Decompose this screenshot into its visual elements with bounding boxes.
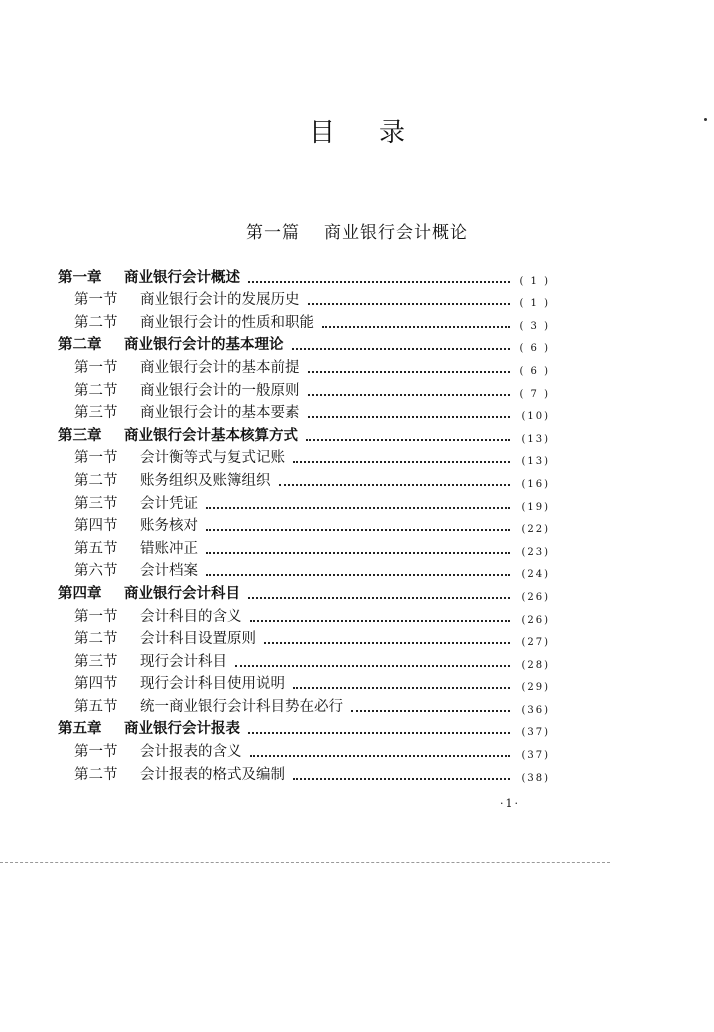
toc-section-entry[interactable] [58, 445, 550, 468]
toc-entry-title: 现行会计科目 [140, 653, 227, 670]
toc-section-entry[interactable] [58, 738, 550, 761]
dot-leader [264, 641, 510, 644]
toc-section-entry[interactable] [58, 287, 550, 310]
toc-entry-page: (29) [521, 682, 550, 694]
toc-entry-page: (38) [521, 772, 550, 784]
toc-entry-label: 第一节 [74, 292, 118, 309]
toc-entry-label: 第一节 [74, 744, 118, 761]
toc-entry-label: 第三章 [58, 427, 102, 444]
dot-leader [248, 596, 510, 599]
toc-entry-page: (27) [521, 637, 550, 649]
toc-entry-title: 商业银行会计的基本前提 [140, 359, 300, 376]
toc-entry-title: 商业银行会计科目 [124, 585, 240, 602]
toc-entry-label: 第三节 [74, 653, 118, 670]
toc-entry-page: ( 6 ) [519, 365, 550, 377]
dot-leader [322, 325, 510, 328]
dot-leader [248, 280, 510, 283]
toc-entry-page: (16) [521, 478, 550, 490]
part-name: 商业银行会计概论 [324, 223, 468, 243]
toc-entry-label: 第二节 [74, 631, 118, 648]
toc-entry-label: 第五章 [58, 721, 102, 738]
toc-entry-page: (36) [521, 704, 550, 716]
dot-leader [206, 506, 510, 509]
dot-leader [235, 664, 510, 667]
toc-entry-page: (28) [521, 659, 550, 671]
toc-entry-label: 第四章 [58, 585, 102, 602]
dot-leader [248, 731, 510, 734]
toc-entry-label: 第四节 [74, 518, 118, 535]
toc-section-entry[interactable] [58, 761, 550, 784]
toc-section-entry[interactable] [58, 671, 550, 694]
toc-entry-title: 会计科目设置原则 [140, 631, 256, 648]
toc-entry-label: 第二节 [74, 382, 118, 399]
toc-entry-title: 统一商业银行会计科目势在必行 [140, 698, 343, 715]
toc-entry-title: 账务核对 [140, 518, 198, 535]
dot-leader [306, 438, 510, 441]
toc-entry-label: 第五节 [74, 698, 118, 715]
toc-section-entry[interactable] [58, 309, 550, 332]
toc-entry-title: 商业银行会计的性质和职能 [140, 314, 314, 331]
toc-entry-label: 第一节 [74, 359, 118, 376]
toc-entry-page: ( 1 ) [519, 298, 550, 310]
dot-leader [308, 415, 511, 418]
toc-entry-page: (37) [521, 727, 550, 739]
toc-entry-page: (22) [521, 524, 550, 536]
toc-entry-label: 第二节 [74, 314, 118, 331]
scan-speck [704, 118, 707, 121]
dot-leader [206, 551, 510, 554]
toc-entry-page: (24) [521, 569, 550, 581]
dot-leader [351, 709, 510, 712]
dot-leader [308, 370, 511, 373]
dot-leader [250, 619, 511, 622]
toc-entry-label: 第一节 [74, 450, 118, 467]
toc-entry-page: ( 7 ) [519, 388, 550, 400]
toc-entry-title: 现行会计科目使用说明 [140, 676, 285, 693]
part-label: 第一篇 [246, 223, 300, 243]
toc-entry-page: ( 1 ) [519, 275, 550, 287]
toc-entry-page: (10) [521, 411, 550, 423]
table-of-contents [58, 264, 550, 784]
toc-entry-label: 第二节 [74, 472, 118, 489]
toc-section-entry[interactable] [58, 467, 550, 490]
page-number: ·1· [500, 797, 520, 810]
dot-leader [292, 347, 511, 350]
toc-entry-title: 商业银行会计的基本理论 [124, 337, 284, 354]
toc-section-entry[interactable] [58, 377, 550, 400]
dot-leader [293, 777, 510, 780]
toc-entry-page: ( 6 ) [519, 343, 550, 355]
scan-edge-line [0, 862, 610, 863]
toc-entry-label: 第一节 [74, 608, 118, 625]
toc-chapter-entry[interactable] [58, 332, 550, 355]
toc-section-entry[interactable] [58, 354, 550, 377]
toc-entry-label: 第二章 [58, 337, 102, 354]
dot-leader [279, 483, 511, 486]
toc-entry-page: (13) [521, 456, 550, 468]
toc-chapter-entry[interactable] [58, 716, 550, 739]
toc-entry-page: ( 3 ) [519, 320, 550, 332]
toc-entry-title: 会计衡等式与复式记账 [140, 450, 285, 467]
dot-leader [308, 393, 511, 396]
toc-entry-title: 会计科目的含义 [140, 608, 242, 625]
toc-section-entry[interactable] [58, 513, 550, 536]
toc-entry-title: 会计报表的格式及编制 [140, 766, 285, 783]
toc-entry-page: (23) [521, 546, 550, 558]
dot-leader [250, 754, 511, 757]
toc-entry-title: 会计报表的含义 [140, 744, 242, 761]
toc-entry-label: 第三节 [74, 405, 118, 422]
toc-section-entry[interactable] [58, 693, 550, 716]
toc-section-entry[interactable] [58, 603, 550, 626]
page-title: 目录 [308, 118, 449, 148]
toc-entry-title: 会计凭证 [140, 495, 198, 512]
toc-entry-title: 商业银行会计报表 [124, 721, 240, 738]
toc-entry-page: (26) [521, 614, 550, 626]
toc-entry-title: 账务组织及账簿组织 [140, 472, 271, 489]
toc-section-entry[interactable] [58, 648, 550, 671]
toc-entry-page: (13) [521, 433, 550, 445]
toc-chapter-entry[interactable] [58, 422, 550, 445]
dot-leader [308, 302, 511, 305]
toc-entry-label: 第一章 [58, 269, 102, 286]
toc-chapter-entry[interactable] [58, 264, 550, 287]
toc-entry-title: 错账冲正 [140, 540, 198, 557]
toc-section-entry[interactable] [58, 558, 550, 581]
toc-section-entry[interactable] [58, 490, 550, 513]
toc-section-entry[interactable] [58, 626, 550, 649]
toc-section-entry[interactable] [58, 535, 550, 558]
toc-entry-label: 第五节 [74, 540, 118, 557]
toc-entry-page: (19) [521, 501, 550, 513]
toc-entry-page: (37) [521, 750, 550, 762]
toc-entry-label: 第二节 [74, 766, 118, 783]
toc-entry-title: 商业银行会计的基本要素 [140, 405, 300, 422]
toc-entry-title: 商业银行会计概述 [124, 269, 240, 286]
dot-leader [293, 460, 510, 463]
toc-entry-label: 第三节 [74, 495, 118, 512]
toc-entry-title: 会计档案 [140, 563, 198, 580]
toc-entry-label: 第六节 [74, 563, 118, 580]
toc-chapter-entry[interactable] [58, 580, 550, 603]
toc-entry-title: 商业银行会计基本核算方式 [124, 427, 298, 444]
part-title [0, 218, 714, 243]
toc-entry-title: 商业银行会计的发展历史 [140, 292, 300, 309]
dot-leader [206, 573, 510, 576]
dot-leader [293, 686, 510, 689]
dot-leader [206, 528, 510, 531]
toc-entry-title: 商业银行会计的一般原则 [140, 382, 300, 399]
toc-entry-label: 第四节 [74, 676, 118, 693]
toc-section-entry[interactable] [58, 400, 550, 423]
toc-entry-page: (26) [521, 591, 550, 603]
